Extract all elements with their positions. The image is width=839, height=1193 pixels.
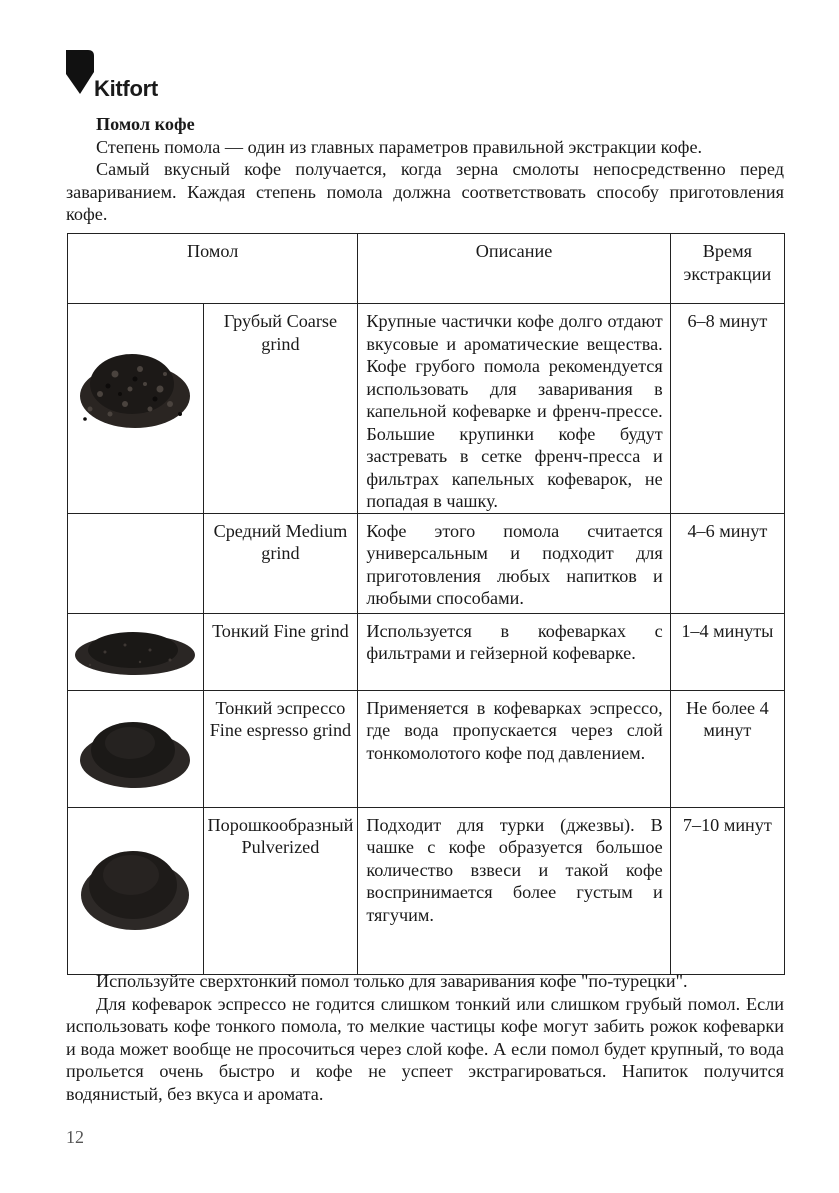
grind-description: Применяется в кофеварках эспрессо, где вода пропускается через слой тонкомолотого кофе под давлением. xyxy=(358,690,670,807)
grind-name: Тонкий Fine grind xyxy=(203,613,358,690)
grind-name: Тонкий эспрессо Fine espresso grind xyxy=(203,690,358,807)
outro-paragraph-2: Для кофеварок эспрессо не годится слишком тонкий или слишком грубый помол. Если использовать кофе тонкого помола, то мелкие частицы кофе могут забить рожок кофеварки и вода может вообще не просочиться через слой кофе. А если помол будет крупный, то вода прольется очень быстро и кофе не успеет экстрагироваться. Напиток получится водянистый, без вкуса и аромата. xyxy=(66,993,784,1104)
grind-description: Кофе этого помола считается универсальным и подходит для приготовления любых напитков и любыми способами. xyxy=(358,513,670,613)
grind-name: Средний Medium grind xyxy=(203,513,358,613)
intro-paragraph-2: Самый вкусный кофе получается, когда зерна смолоты непосредственно перед завариванием. Каждая степень помола должна соответствовать способу приготовления кофе. xyxy=(66,159,784,224)
intro-section xyxy=(66,113,784,226)
header-description: Описание xyxy=(358,234,670,304)
grind-time: 4–6 минут xyxy=(670,513,784,613)
table-row xyxy=(68,513,785,613)
section-heading: Помол кофе xyxy=(96,114,195,134)
grind-description: Используется в кофеварках с фильтрами и гейзерной кофеварке. xyxy=(358,613,670,690)
grind-image-cell xyxy=(68,807,204,974)
grind-time: Не более 4 минут xyxy=(670,690,784,807)
kitfort-logo-icon xyxy=(66,50,94,94)
grind-name: Грубый Coarse grind xyxy=(203,304,358,514)
espresso-coffee-grounds-image xyxy=(75,705,195,795)
table-header-row xyxy=(68,234,785,304)
outro-section xyxy=(66,970,784,1105)
header-grind: Помол xyxy=(68,234,358,304)
table-row xyxy=(68,613,785,690)
grind-image-cell xyxy=(68,304,204,514)
fine-coffee-grounds-image xyxy=(70,620,200,680)
grind-table xyxy=(67,233,785,975)
pulverized-coffee-grounds-image xyxy=(75,830,195,940)
grind-description: Подходит для турки (джезвы). В чашке с кофе образуется большое количество взвеси и такой кофе воспринимается более густым и тягучим. xyxy=(358,807,670,974)
grind-image-cell xyxy=(68,513,204,613)
grind-time: 1–4 минуты xyxy=(670,613,784,690)
outro-paragraph-1: Используйте сверхтонкий помол только для заваривания кофе "по-турецки". xyxy=(96,971,688,991)
grind-time: 7–10 минут xyxy=(670,807,784,974)
grind-description: Крупные частички кофе долго отдают вкусовые и ароматические вещества. Кофе грубого помола рекомендуется использовать для заваривания в капельной кофеварке и френч-прессе. Большие крупинки кофе будут застревать в сетке френч-пресса и фильтрах капельных кофеварок, не попадая в чашку. xyxy=(358,304,670,514)
grind-time: 6–8 минут xyxy=(670,304,784,514)
header-time: Время экстракции xyxy=(670,234,784,304)
page-number: 12 xyxy=(66,1127,84,1147)
grind-image-cell xyxy=(68,613,204,690)
table-row xyxy=(68,304,785,514)
grind-name: Порошкообразный Pulverized xyxy=(203,807,358,974)
coarse-coffee-grounds-image xyxy=(70,334,200,434)
intro-paragraph-1: Степень помола — один из главных параметров правильной экстракции кофе. xyxy=(96,136,703,157)
grind-image-cell xyxy=(68,690,204,807)
table-row xyxy=(68,690,785,807)
table-row xyxy=(68,807,785,974)
brand-name: Kitfort xyxy=(94,76,158,101)
